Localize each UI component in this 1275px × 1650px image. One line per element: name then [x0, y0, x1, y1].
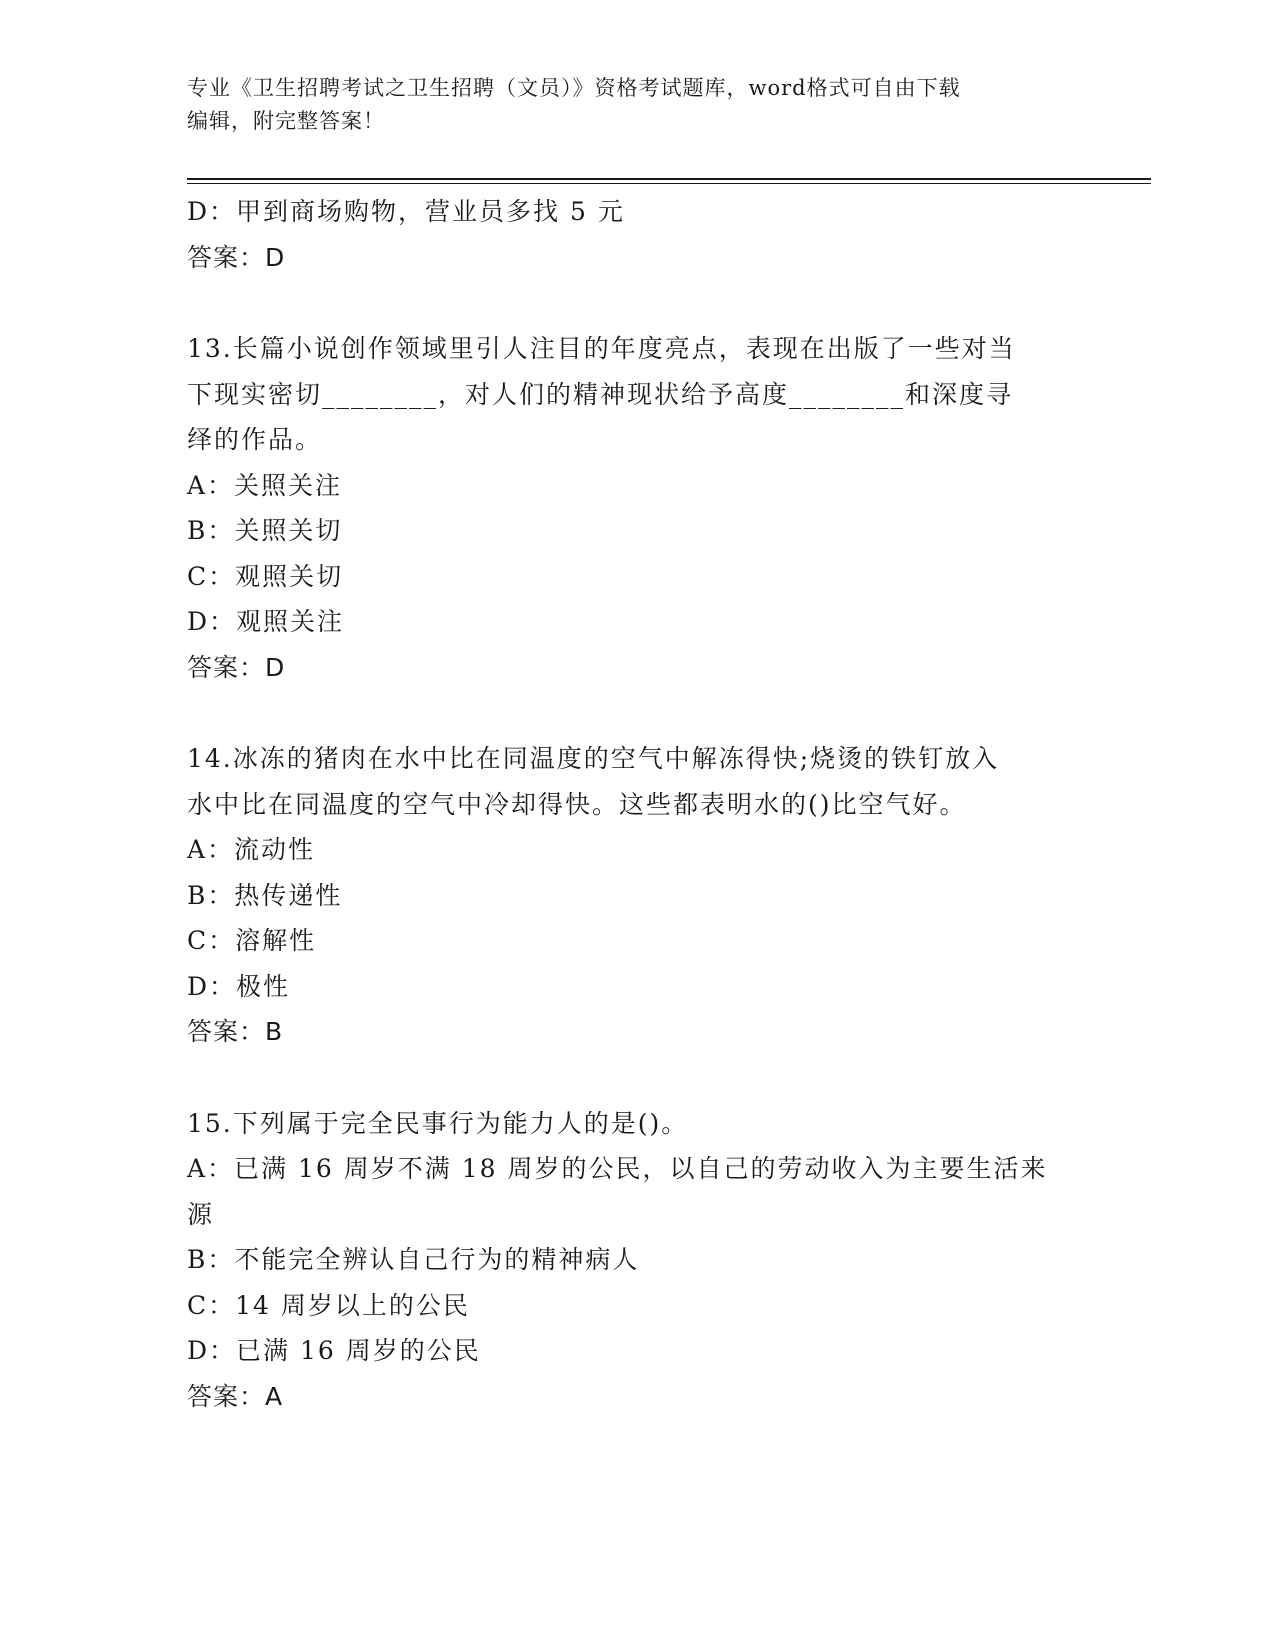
- option-a-continued: 源: [187, 1199, 215, 1229]
- spacer: [187, 690, 1067, 736]
- question-15: [187, 1101, 1067, 1420]
- option-b: B：热传递性: [187, 880, 343, 910]
- option-d: D：观照关注: [187, 607, 345, 636]
- previous-question-tail: [187, 189, 1067, 280]
- option-a: A：已满 16 周岁不满 18 周岁的公民，以自己的劳动收入为主要生活来: [187, 1154, 1048, 1183]
- stem-line: 下现实密切________，对人们的精神现状给予高度________和深度寻: [187, 379, 1014, 409]
- option-a: A：流动性: [187, 835, 316, 864]
- question-13: [187, 326, 1067, 690]
- option-c: C：溶解性: [187, 926, 317, 955]
- answer-line: 答案：D: [187, 242, 286, 272]
- question-stem: [187, 736, 1067, 827]
- stem-line: 水中比在同温度的空气中冷却得快。这些都表明水的()比空气好。: [187, 789, 967, 819]
- option-d: D：甲到商场购物，营业员多找 5 元: [187, 197, 625, 226]
- option-d: D：已满 16 周岁的公民: [187, 1336, 481, 1365]
- document-header: [187, 72, 1087, 138]
- option-b: B：关照关切: [187, 516, 343, 545]
- question-stem: [187, 326, 1067, 463]
- option-b: B：不能完全辨认自己行为的精神病人: [187, 1245, 640, 1274]
- header-rule-thin: [187, 183, 1151, 184]
- document-body: [187, 189, 1067, 1419]
- spacer: [187, 1055, 1067, 1101]
- header-rule-thick: [187, 178, 1151, 180]
- stem-line: 15.下列属于完全民事行为能力人的是()。: [187, 1108, 689, 1138]
- stem-line: 绎的作品。: [187, 425, 323, 454]
- question-stem: [187, 1101, 1067, 1147]
- answer-line: 答案：D: [187, 652, 286, 682]
- option-d: D：极性: [187, 971, 291, 1001]
- answer-line: 答案：A: [187, 1381, 284, 1411]
- option-a: A：关照关注: [187, 470, 343, 500]
- header-line-2: 编辑，附完整答案！: [187, 109, 385, 133]
- option-c: C：14 周岁以上的公民: [187, 1290, 470, 1320]
- stem-line: 14.冰冻的猪肉在水中比在同温度的空气中解冻得快;烧烫的铁钉放入: [187, 744, 1000, 773]
- header-line-1: 专业《卫生招聘考试之卫生招聘（文员）》资格考试题库，word格式可自由下载: [187, 76, 961, 100]
- option-c: C：观照关切: [187, 561, 344, 591]
- stem-line: 13.长篇小说创作领域里引人注目的年度亮点，表现在出版了一些对当: [187, 334, 1016, 363]
- spacer: [187, 280, 1067, 326]
- question-14: [187, 736, 1067, 1055]
- answer-line: 答案：B: [187, 1017, 284, 1046]
